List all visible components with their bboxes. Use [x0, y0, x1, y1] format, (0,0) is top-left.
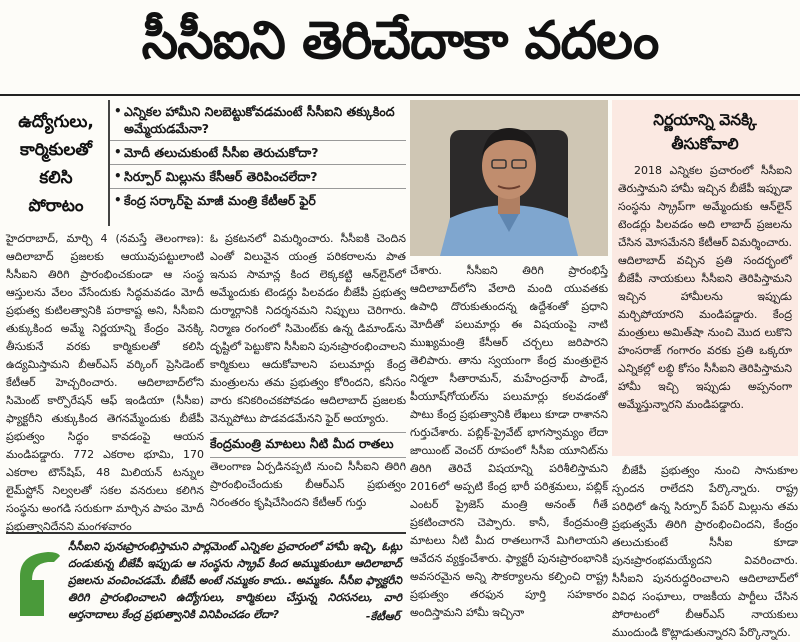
bullet-icon: • — [114, 145, 122, 159]
kicker-line: కలిసి — [39, 168, 73, 188]
kicker-line: ఉద్యోగులు, — [18, 112, 94, 132]
bullet-item — [110, 165, 406, 189]
quote-author: -కేటీఆర్ — [365, 610, 400, 623]
portrait-illustration — [410, 100, 608, 256]
quote-box — [6, 532, 406, 628]
headline: సీసీఐని తెరిచేదాకా వదలం — [0, 0, 800, 96]
portrait-photo — [410, 100, 608, 256]
bullet-item — [110, 100, 406, 141]
kicker — [6, 102, 106, 226]
bullet-icon: • — [114, 193, 122, 207]
bullet-text: ఎన్నికల హామీని నిలబెట్టుకోవడమంటే సీసీఐని తక్కుకింద అమ్మేయడమేనా? — [124, 104, 395, 136]
side-panel — [612, 100, 798, 456]
bullet-text: మోదీ తలుచుకుంటే సీసీఐ తెరుచుకోదా? — [124, 145, 319, 160]
right-column-text: బీజేపీ ప్రభుత్వం నుంచి సానుకూల స్పందన రాలేదని పేర్కొన్నారు. రాష్ట్ర పరిధిలో ఉన్న సిర్పూర్ పేపర్ మిల్లును తమ ప్రభుత్వమే తిరిగి ప్రారంభించిందని, కేంద్రం తలుచుకుంటే సీసీఐ కూడా పునఃప్రారంభమయ్యేదని వివరించారు. సీసీఐని పునరుద్ధరించాలని ఆదిలాబాద్‌లో వివిధ సంఘాలు, రాజకీయ పార్టీలు చేసిన పోరాటంలో బీఆర్‌ఎస్ నాయకులు ముందుండి కొట్లాడుతున్నారని పేర్కొన్నారు. — [612, 464, 798, 639]
article-column-3: చేశారు. సీసీఐని తిరిగి ప్రారంభిస్తే ఆదిలాబాద్‌లోని వేలాది మంది యువతకు ఉపాధి దొరుకుతుందన్న ఉద్దేశంతో ప్రధాని మోదీతో పలుమార్లు ఈ విషయంపై నాటి ముఖ్యమంత్రి కేసీఆర్ చర్చలు జరిపారని తెలిపారు. తాను స్వయంగా కేంద్ర మంత్రులైన నిర్మలా సీతారామన్, మహేంద్రనాథ్ పాండే, పీయూష్‌గోయల్‌ను పలుమార్లు కలవడంతో పాటు కేంద్ర ప్రభుత్వానికి లేఖలు కూడా రాశానని గుర్తుచేశారు. పబ్లిక్-ప్రైవేట్ భాగస్వామ్యం లేదా జాయింట్ వెంచర్ రూపంలో సీసీఐ యూనిట్‌ను తిరిగి తెరిచే విషయాన్ని పరిశీలిస్తామని 2016లో అప్పటి కేంద్ర భారీ పరిశ్రమలు, పబ్లిక్ ఎంటర్ ప్రైజెస్ మంత్రి అనంత్ గీతే ప్రకటించారని చెప్పారు. కానీ, కేంద్రమంత్రి మాటలు నీటి మీద రాతలుగానే మిగిలాయని ఆవేదన వ్యక్తంచేశారు. ఫ్యాక్టరీ పునఃప్రారంభానికి అవసరమైన అన్ని సౌకర్యాలను కల్పించి రాష్ట్ర ప్రభుత్వం తరఫున పూర్తి సహకారం అందిస్తామని హామీ ఇచ్చినా — [410, 264, 608, 619]
bullet-list — [108, 100, 406, 226]
kicker-line: పోరాటం — [28, 196, 84, 216]
bullet-icon: • — [114, 104, 122, 118]
bullet-icon: • — [114, 169, 122, 183]
article-column-2: ఓ ప్రకటనలో విమర్శించారు. సీసీఐకి చెందిన ఎంతో విలువైన యంత్ర పరికరాలను పాత ఇనుప సామాన్ల కింద లెక్కకట్టి ఆన్‌లైన్‌లో అమ్మేందుకు టెండర్లు పిలవడం బీజేపీ ప్రభుత్వ దుర్మార్గానికి నిదర్శనమని నిప్పులు చెరిగారు. నిర్మాణ రంగంలో సిమెంట్‌కు ఉన్న డిమాండ్‌ను దృష్టిలో పెట్టుకొని సీసీఐని పునఃప్రారంభించాలని కార్మికులు ఆదుకోవాలని పలుమార్లు కేంద్ర మంత్రులను తమ ప్రభుత్వం కోరిందని, కనీసం వారు కనికరించకపోవడం ఆదిలాబాద్ ప్రజలకు వెన్నుపోటు పొడవడమేనని ఫైర్ అయ్యారు. — [210, 232, 406, 425]
article-column-1: హైదరాబాద్, మార్చి 4 (నమస్తే తెలంగాణ): ఆదిలాబాద్ ప్రజలకు ఆయువుపట్టులాంటి సీసీఐని తిరిగి ప్రారంభించకుండా ఆ సంస్థ ఆస్తులను వేలం వేసేందుకు సిద్ధమవడం మోదీ ప్రభుత్వ కుటిలత్వానికి పరాకాష్ట అని, సీసీఐని తుక్కుకింద అమ్మే నిర్ణయాన్ని కేంద్రం వెనక్కి తీసుకునే వరకు కార్మికులతో కలిసి ఉద్యమిస్తామని బీఆర్‌ఎస్ వర్కింగ్ ప్రెసిడెంట్ కేటీఆర్ హెచ్చరించారు. ఆదిలాబాద్‌లోని సిమెంట్ కార్పొరేషన్ ఆఫ్ ఇండియా (సీసీఐ) ఫ్యాక్టరీని తుక్కుకింద తెగనమ్మేందుకు బీజేపీ ప్రభుత్వం సిద్ధం కావడంపై ఆయన మండిపడ్డారు. 772 ఎకరాల భూమి, 170 ఎకరాల టౌన్‌షిప్, 48 మిలియన్ టన్నుల లైమ్‌స్టోన్ నిల్వలతో సకల వనరులు కలిగిన సంస్థను అంగడి సరుకుగా మార్చిన పాపం మోదీ ప్రభుత్వానిదేనని మంగళవారం — [6, 232, 204, 533]
bullet-text: కేంద్ర సర్కార్‌పై మాజీ మంత్రి కేటీఆర్ ఫైర్ — [124, 193, 316, 208]
side-panel-body: 2018 ఎన్నికల ప్రచారంలో సీసీఐని తెరుస్తామని హామీ ఇచ్చిన బీజేపీ ఇప్పుడా సంస్థను స్క్రాప్‌గా అమ్మేందుకు ఆన్‌లైన్ టెండర్లు పిలవడం అది లాబాద్ ప్రజలను చేసిన మోసమేనని కేటీఆర్ విమర్శించారు. ఆదిలాబాద్ వచ్చిన ప్రతి సందర్భంలో బీజేపీ నాయకులు సీసీఐని తెరిపిస్తామని ఇచ్చిన హామీలను ఇప్పుడు మర్చిపోయారని మండిపడ్డారు. కేంద్ర మంత్రులు అమిత్‌షా నుంచి మొద లుకొని హంసరాజ్ గంగారం వరకు ప్రతి ఒక్కరూ ఎన్నికల్లో లబ్ధి కోసం సీసీఐని తెరిపిస్తామని హామీ ఇచ్చి ఇప్పుడు అప్పనంగా అమ్మేస్తున్నారని మండిపడ్డారు. — [618, 164, 792, 411]
bullet-item — [110, 141, 406, 165]
bullet-text: సిర్పూర్ మిల్లును కేసీఆర్ తెరిపించలేదా? — [124, 169, 318, 184]
quote-mark-icon — [14, 550, 60, 616]
side-panel-title: నిర్ణయాన్ని వెనక్కి తీసుకోవాలి — [653, 111, 757, 153]
article-column-2-continued: తెలంగాణ ఏర్పడినప్పటి నుంచి సీసీఐని తిరిగి ప్రారంభించేందుకు బీఆర్‌ఎస్ ప్రభుత్వం నిరంతరం కృషిచేసిందని కేటీఆర్ గుర్తు — [210, 460, 406, 509]
quote-text: సీసీఐని పునఃప్రారంభిస్తామని పార్లమెంట్ ఎన్నికల ప్రచారంలో హామీ ఇచ్చి, ఓట్లు దండుకున్న బీజేపీ ఇప్పుడు ఆ సంస్థను స్క్రాప్ కింద అమ్ముకుంటూ ఆదిలాబాద్ ప్రజలను వంచించడమే. బీజేపీ అంటే నమ్మకం కాదు.. అమ్మకం. సీసీఐ ఫ్యాక్టరీని తిరిగి ప్రారంభించాలని ఉద్యోగులు, కార్మికులు చేస్తున్న నిరసనలు, వారి ఆర్తనాదాలు కేంద్ర ప్రభుత్వానికి వినిపించడం లేదా? — [68, 540, 402, 621]
kicker-line: కార్మికులతో — [19, 140, 92, 160]
bullet-item — [110, 189, 406, 212]
subheading: కేంద్రమంత్రి మాటలు నీటి మీద రాతలు — [210, 432, 406, 458]
